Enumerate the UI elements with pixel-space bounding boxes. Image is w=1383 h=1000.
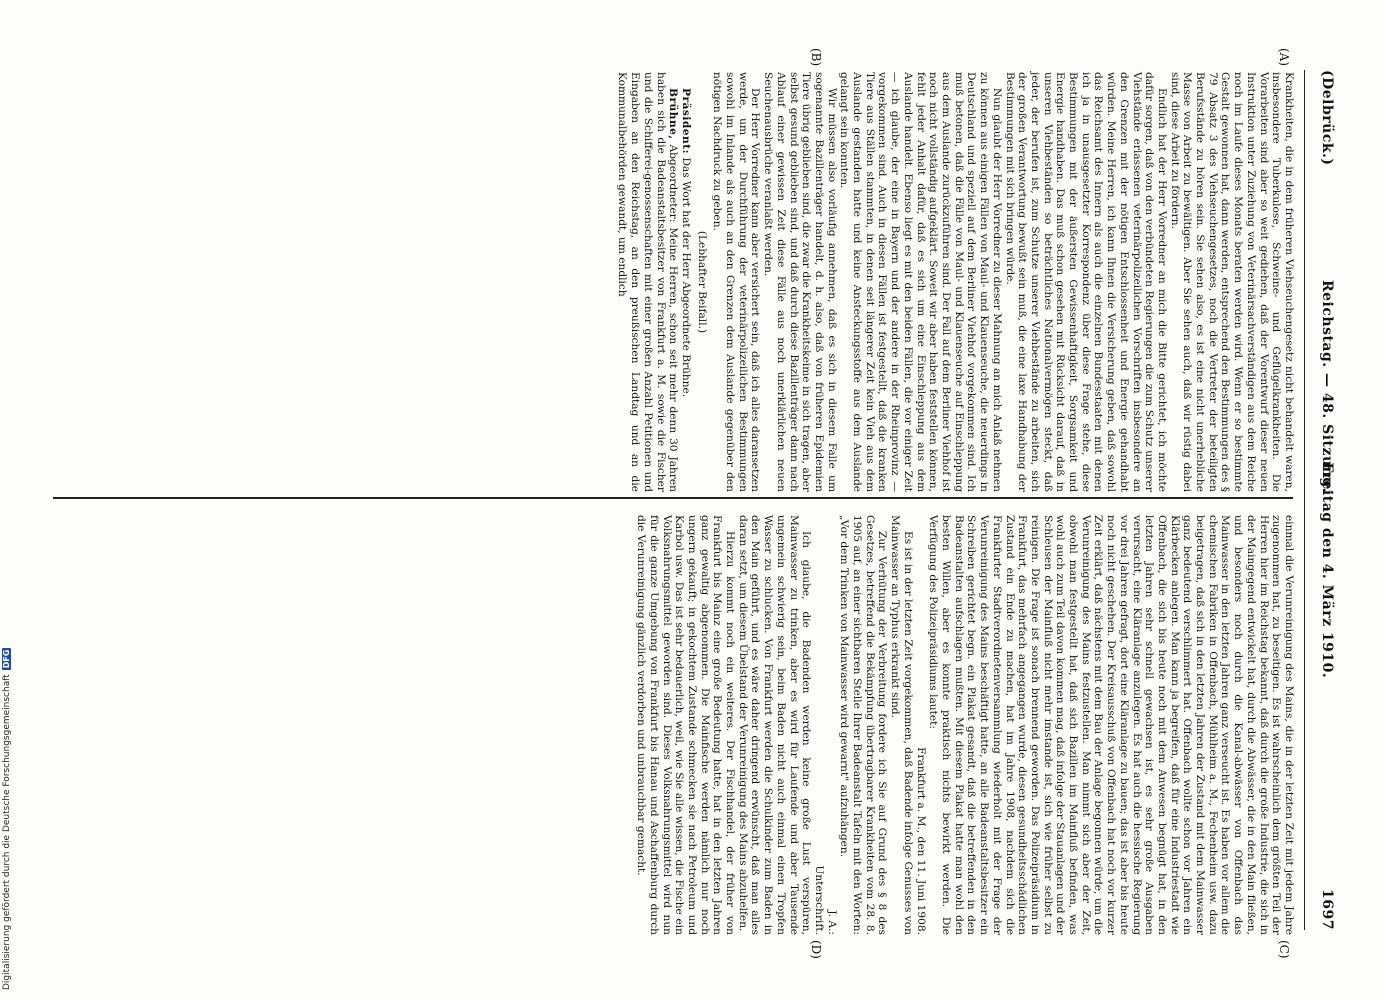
- paragraph: Hierzu kommt noch ein weiteres. Der Fischhandel, der früher von Frankfurt bis Mainz eine große Bedeutung hatte, hat in den letzten Jahren ganz gewaltig abgenommen. Die Mainfische werden nämlich nur noch ungern gekauft; in gekochtem Zustande schmecken sie nach Petroleum und Karbol usw. Das ist sehr bedauerlich, weil, wie Sie alle wissen, die Fische ein Volksnahrungsmittel geworden sind. Dieses Volksnahrungsmittel wird nun für die ganze Umgebung von Frankfurt bis Hanau und Aschaffenburg durch die Verunreinigung gänzlich verdorben und unbrauchbar gemacht.: [635, 515, 737, 935]
- paragraph: Ich glaube, die Badenden werden keine große Lust verspüren, Mainwasser zu trinken, aber es wird für Laufende und aber Tausende ungemein schwierig sein, beim Baden nicht auch einmal einen Tropfen Wasser zu schlucken. Von Frankfurt werden die Schulkinder zum Baden in den Main geführt, und es wäre daher dringend erwünscht, daß man alles daran setzt, um diesem Übelstand der Verunreinigung des Mains abzuhelfen.: [736, 515, 813, 935]
- right-column: [634, 515, 1295, 935]
- margin-marker-a: (A): [1277, 48, 1291, 67]
- speaker-name: Brühne,: [667, 88, 680, 140]
- paragraph: [616, 72, 680, 492]
- signature-title: J. A.:: [825, 910, 838, 935]
- margin-marker-c: (C): [1277, 940, 1291, 959]
- margin-marker-d: (D): [809, 940, 823, 959]
- speech-text: Das Wort hat der Herr Abgeordnete Brühne.: [679, 157, 692, 398]
- page-header: [1309, 70, 1335, 930]
- quote-paragraph: Es ist in der letzten Zeit vorgekommen, daß Badende infolge Genusses von Mainwasser an Typhus erkrankt sind.: [889, 515, 914, 935]
- footer-text: Digitalisierung gefördert durch die Deutsche Forschungsgemeinschaft: [2, 674, 12, 990]
- footer-line: [2, 560, 16, 990]
- paragraph: Endlich hat der Herr Vorredner an mich die Bitte gerichtet, ich möchte dafür sorgen, daß von den verbündeten Regierungen die zum Schutz unserer Viehstände erlassenen veterinärpolizeilichen Vorschriften insbesondere an den Grenzen mit der nötigen Entschlossenheit und Energie gehandhabt würden. Meine Herren, ich kann Ihnen die Versicherung geben, daß sowohl das Reichsamt des Innern als auch die einzelnen Bundesstaaten mit denen ich ja in unausgesetzter Korrespondenz über diese Frage stehe, diese Bestimmungen mit der äußersten Gewissenhaftigkeit, Sorgsamkeit und Energie handhaben. Das muß schon gesehen mit Rücksicht darauf, daß in unseren Viehbeständen so beträchtliches Nationalvermögen steckt, daß jeder, der berufen ist, zum Schutze unserer Viehbestände zu arbeiten, sich der großen Verantwortung bewußt sein muß, die eine laxe Handhabung der Bestimmungen mit sich bringen würde.: [1003, 72, 1168, 492]
- header-right: [1319, 462, 1335, 930]
- column-divider: [53, 497, 1293, 499]
- paragraph: Der Herr Vorredner kann aber versichert sein, daß ich alles daransetzen werde, um der Durchführung der veterinärpolizeilichen Bestimmungen sowohl im Inlande als auch an den Grenzen dem Auslande gegenüber den nötigen Nachdruck zu geben.: [711, 72, 762, 492]
- paragraph: Wir müssen also vorläufig annehmen, daß es sich in diesem Falle um sogenannte Bazillenträger handelt, d. h. also, daß von früheren Epidemien Tiere übrig geblieben sind, die zwar die Krankheitskeime in sich tragen, aber selbst gesund geblieben sind, und daß durch diese Bazillenträger dann nach Ablauf einer gewissen Zeit diese Fälle aus noch unerklärlichen neuen Seuchenausbrüche veranlaßt werden.: [762, 72, 838, 492]
- quote-paragraph: Zur Verhütung der Verbreitung fordere ich Sie auf Grund des § 8 des Gesetzes, betreffend die Bekämpfung übertragbarer Krankheiten vom 28. 8. 1905 auf, an einer sichtbaren Stelle Ihrer Badeanstalt Tafeln mit den Worten: „Vor dem Trinken von Mainwasser wird gewarnt" aufzuhängen.: [838, 515, 889, 935]
- paragraph: Nun glaubt der Herr Vorredner zu dieser Mahnung an mich Anlaß nehmen zu können aus einigen Fällen von Maul- und Klauenseuche, die neuerdings in Deutschland und speziell auf dem Berliner Viehhof vorgekommen sind. Ich muß betonen, daß die Fälle von Maul- und Klauenseuche auf Einschleppung aus dem Auslande zurückzuführen sind. Der Fall auf dem Berliner Viehhof ist noch nicht vollständig aufgeklärt. Soweit wir aber haben feststellen können, fehlt jeder Anhalt dafür, daß es sich um eine Einschleppung aus dem Auslande handelt. Ebenso liegt es mit den beiden Fällen, die vor einiger Zeit — ich glaube, der eine in Bayern und der andere in der Rheinprovinz — vorgekommen sind. Auch in diesen Fällen ist festgestellt, daß die kranken Tiere aus Ställen stammten, in denen seit längerer Zeit kein Vieh aus dem Auslande gestanden hatte und keine Ansteckungsstoffe aus dem Auslande gelangt sein konnten.: [838, 72, 1003, 492]
- quote-date: Frankfurt a. M., den 11. Juni 1908.: [914, 747, 927, 935]
- dfg-logo: DFG: [2, 649, 11, 669]
- digitization-footer: [2, 560, 16, 990]
- speaker-header: (Delbrück.): [1319, 70, 1335, 166]
- paragraph: Krankheiten, die in dem früheren Viehseuchengesetz nicht behandelt waren, insbesondere Tuberkulose, Schweine- und Geflügelkrankheiten. Die Vorarbeiten sind aber so weit gediehen, daß der Vorentwurf dieser neuen Instruktion unter Zuziehung von Veterinärsachverständigen aus dem Reiche noch im Laufe dieses Monats beraten werden wird. Wenn er so bestimmte Gestalt gewonnen hat, dann werden, entsprechend den Bestimmungen des § 79 Absatz 3 des Viehseuchengesetzes, noch die Vertreter der beteiligten Berufsstände zu hören sein. Sie sehen also, es ist eine nicht unerhebliche Masse von Arbeit zu bewältigen. Aber Sie sehen auch, daß wir rüstig dabei sind, diese Arbeit zu fördern.: [1168, 72, 1295, 492]
- session-title: Reichstag. — 48. Sitzung.: [1319, 280, 1335, 493]
- applause-note: (Lebhafter Beifall.): [695, 230, 708, 334]
- margin-marker-b: (B): [809, 48, 823, 67]
- header-rule: [1304, 70, 1305, 930]
- signature: Unterschrift.: [812, 865, 825, 935]
- paragraph: einmal die Verunreinigung des Mains, die in der letzten Zeit mit jedem Jahre zugenommen hat, zu beseitigen. Es ist wahrscheinlich dem größten Teil der Herren hier im Reichstag bekannt, daß durch die große Industrie, die sich in der Maingegend entwickelt hat, durch die Abwässer, die in den Main fließen, und besonders noch durch die Kanal-abwässer von Offenbach das Mainwasser in den letzten Jahren ganz verseucht ist. Es haben vor allem die chemischen Fabriken in Offenbach, Mühlheim a. M., Fechenheim usw. dazu beigetragen, daß sich in den letzten Jahren der Zustand mit dem Mainwasser ganz bedeutend verschlimmert hat. Offenbach wollte schon vor Jahren ein Klärbecken anlegen. Man kann ja begreifen, daß für eine Industriestadt wie Offenbach, die sich bis heute noch mit dem Anwesen begnügt hat, in den letzten Jahren sehr schnell gewachsen ist, es sehr große Ausgaben verursacht, eine Kläranlage anzulegen. Es hat auch die hessische Regierung vor drei Jahren gefragt, dort eine Kläranlage zu bauen; das ist aber bis heute noch nicht geschehen. Der Kreisausschuß von Offenbach hat noch vor kurzer Zeit erklärt, daß nächstens mit dem Bau der Anlage begonnen würde, um die Verunreinigung des Mains festzustellen. Man nimmt sich aber der Zeit, obwohl man festgestellt hat, daß sich Bazillen im Mainfluß befinden, was wohl auch zum Teil davon kommen mag, daß infolge der Stauanlagen und der Schleusen der Mainfluß nicht mehr imstande ist, sich wie früher selbst zu reinigen. Die Frage ist sonach brennend geworden. Das Polizeipräsidium in Frankfurt, das mehrfach angegangen wurde, diesen gesundheitsschädlichen Zustand ein Ende zu machen, hat im Jahre 1908, nachdem sich die Frankfurter Stadtverordnetenversammlung wiederholt mit der Frage der Verunreinigung des Mains beschäftigt hatte, an alle Badeanstaltsbesitzer ein Schreiben gerichtet begn. ein Plakat gesandt, daß die betreffenden in den Badeanstalten aufschlagen mußten. Mit diesem Plakat hatte man wohl den besten Willen, aber es konnte praktisch nichts bewirkt werden. Die Verfügung des Polizeipräsidiums lautet:: [927, 515, 1295, 935]
- paragraph: [679, 72, 692, 492]
- session-date: Freitag den 4. März 1910.: [1319, 462, 1335, 679]
- page-number: 1697: [1319, 889, 1335, 930]
- left-column: [616, 72, 1295, 492]
- speech-text: Abgeordneter: Meine Herren, schon seit mehr denn 30 Jahren haben sich die Badeanstaltsbesitzer von Frankfurt a. M. sowie die Fischer und die Schifferei-genossenschaften mit einer großen Anzahl Petitionen und Eingaben an den Reichstag, an den preußischen Landtag und an die Kommunalbehörden gewandt, um endlich: [616, 72, 680, 492]
- speaker-name: Präsident:: [679, 88, 692, 155]
